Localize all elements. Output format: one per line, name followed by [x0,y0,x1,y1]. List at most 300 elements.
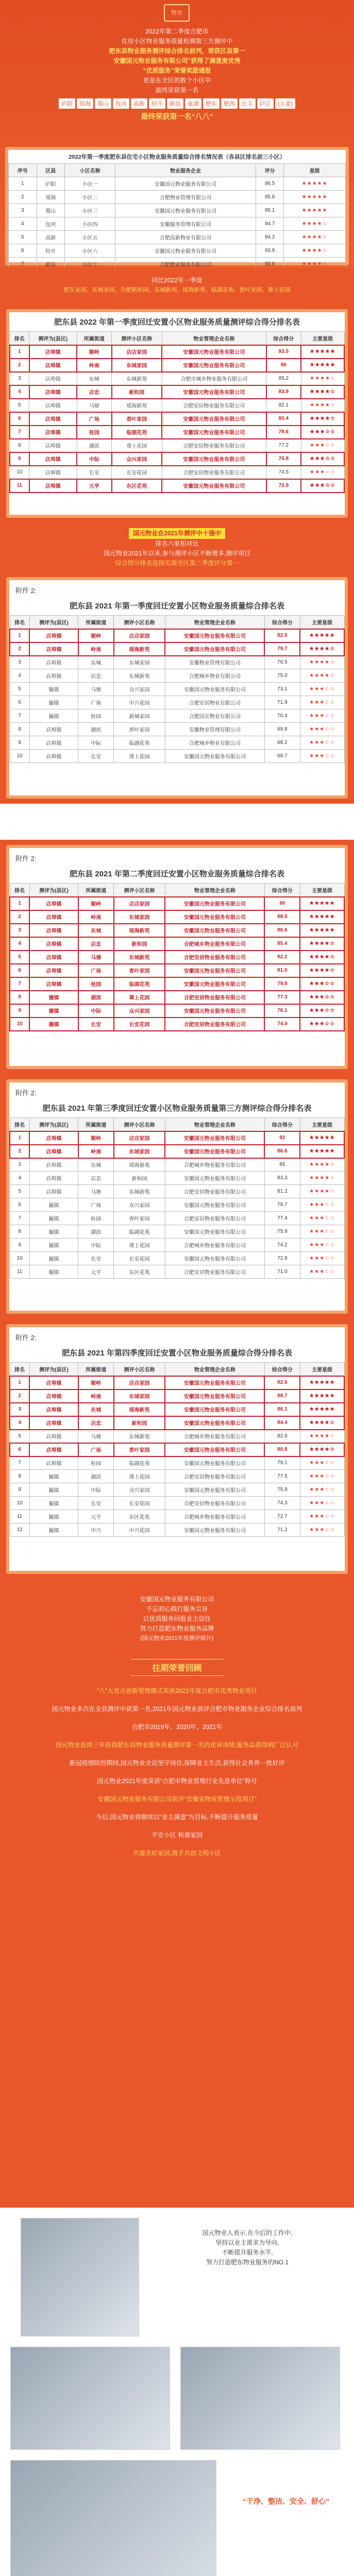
table-cell: 安徽国元物业服务有限公司 [165,1172,264,1185]
column-header: 综合得分 [264,1118,300,1131]
table-cell: 安徽国元物业服务有限公司 [165,977,264,991]
table-cell: 撮镇 [29,1198,78,1212]
summary-table-card [5,147,349,268]
table-cell: 7 [10,1212,29,1225]
table-cell: 80.8 [264,1443,300,1456]
table-title: 肥东县 2022 年第一季度回迁安置小区物业服务质量测评综合得分排名表 [54,318,300,327]
table-cell: 东城 [77,372,112,385]
star-rating: ★★★☆☆ [300,1510,344,1523]
rank-table-2021-q1 [9,615,345,763]
table-cell: 5 [9,231,37,244]
table-cell: 小区一 [65,177,115,191]
table-cell: 74.9 [264,1018,300,1031]
star-rating: ★★★☆☆ [301,452,344,466]
district-tag: 庐江 [257,98,274,109]
table-cell: 合肥安居物业有限公司 [165,696,264,709]
table-cell: 尊上花园 [114,1470,165,1483]
table-cell: 74.2 [264,1239,300,1252]
table-row [9,177,346,191]
table-cell: 72.8 [264,1252,300,1265]
table-cell: 安徽国元物业服务有限公司 [165,629,264,642]
star-rating: ★★★★☆ [301,412,344,426]
table-cell: 安徽国元物业服务有限公司 [115,244,256,258]
table-row [10,736,344,750]
table-cell: 94.2 [256,231,284,244]
company-logo: 物业 [164,4,190,22]
rank-table-2021-q3 [9,1117,345,1279]
table-cell: 3 [9,204,37,217]
table-cell: 店埠镇 [29,385,77,399]
table-cell: 瑶海新苑 [114,1403,165,1416]
table-cell: 安徽国元物业服务有限公司 [165,964,264,977]
table-cell: 92 [264,1131,300,1145]
table-cell: 合肥安居物业服务有限公司 [165,951,264,964]
table-cell: 8 [10,1225,29,1239]
table-row [10,1252,344,1265]
column-header: 综合得分 [264,616,300,629]
table-cell: 75.9 [264,1225,300,1239]
table-cell: 东城新苑 [112,372,162,385]
table-cell: 东城家园 [114,1389,165,1403]
table-cell: 安徽国元物业服务有限公司 [162,479,266,493]
table-cell: 11 [10,479,29,493]
closing-paragraph: “八”大亮点创新管理模式荣获2022年度合肥市优秀物业项目 [97,1687,257,1694]
closing-paragraph: 安徽国元物业服务有限公司获评“安徽省物业管理示范项目” [97,1795,257,1803]
star-rating: ★★★☆☆ [300,1265,344,1279]
table-cell: 马塘 [78,683,114,696]
table-cell: 4 [10,669,29,683]
table-cell: 93.5 [266,345,301,359]
column-header: 物业管理企业名称 [165,1363,264,1376]
table-cell: 湖滨 [77,439,112,452]
table-cell: 合肥城乡物业服务有限公司 [165,1158,264,1172]
table-row [9,258,346,268]
table-cell: 安徽物业管理有限公司 [165,656,264,669]
star-rating: ★★★☆☆ [300,1523,344,1537]
table-cell: 经开 [37,244,65,258]
summary-table [8,163,346,268]
closing-paragraph: 国元物业多次在全县测评中获第一名,2021年国元物业获评合肥市物业服务企业综合排名前列 [52,1705,302,1713]
header-line: 肥东县物业服务测评综合排名前列，荣获区县第一 [109,47,245,55]
table-cell: 4 [10,937,29,951]
table-cell: 东城新苑 [114,951,165,964]
table-cell: 新和园 [114,1416,165,1430]
table-row [10,723,344,736]
table-cell: 安徽国元物业服务有限公司 [165,1403,264,1416]
table-cell: 东城家园 [112,359,162,372]
table-cell: 中际 [78,1004,114,1018]
table-cell: 安徽国元物业服务有限公司 [165,642,264,656]
table-cell: 95.8 [256,191,284,204]
table-row [10,1145,344,1158]
column-header: 综合得分 [266,332,301,345]
table-cell: 中际 [77,452,112,466]
table-row [10,750,344,763]
star-rating: ★★★★★ [301,345,344,359]
table-cell: 82.6 [264,1430,300,1443]
table-cell: 中际 [78,736,114,750]
table-cell: 店埠镇 [29,750,78,763]
table-row [10,991,344,1004]
star-rating: ★★★★☆ [300,642,344,656]
column-header: 小区名称 [65,164,115,177]
table-cell: 店埠镇 [29,977,78,991]
table-cell: 马塘 [78,951,114,964]
table-cell: 2 [9,191,37,204]
table-cell: 撮镇 [29,1004,78,1018]
table-cell: 庐阳 [37,177,65,191]
table-cell: 6 [10,696,29,709]
table-cell: 安徽物业管理有限公司 [165,723,264,736]
table-cell: 6 [10,964,29,977]
column-header: 排名 [10,1363,29,1376]
table-cell: 店埠镇 [29,426,77,439]
table-cell: 广场 [78,696,114,709]
table-cell: 顺岭 [78,629,114,642]
table-cell: 东城家园 [114,1145,165,1158]
table-cell: 顺岭 [77,345,112,359]
district-tag: 经开 [149,98,165,109]
table-cell: 广场 [78,1443,114,1456]
table-cell: 店埠镇 [29,1403,78,1416]
table-cell: 83.3 [264,1172,300,1185]
table-row [10,452,344,466]
table-row [10,385,344,399]
table-cell: 安徽国元物业服务有限公司 [165,1004,264,1018]
table-cell: 86.6 [264,1145,300,1158]
table-cell: 众兴家园 [114,1198,165,1212]
star-rating: ★★★☆☆ [300,1198,344,1212]
table-row [10,696,344,709]
star-rating: ★★★★★ [284,191,346,204]
column-header: 排名 [10,616,29,629]
table-row [10,1004,344,1018]
star-rating: ★★★★☆ [300,937,344,951]
table-cell: 顺岭 [78,1376,114,1389]
table-row [10,964,344,977]
footer-line: 坚持以业主需求为导向, [215,2239,279,2246]
table-cell: 77.2 [266,439,301,452]
table-cell: 顺岭 [78,1131,114,1145]
table-row [9,244,346,258]
star-rating: ★★★☆☆ [300,1225,344,1239]
note-line: 国元物业2021年以来,参与测评小区不断增多,测评项目 [103,550,251,557]
table-cell: 10 [10,1497,29,1510]
table-cell: 撮镇 [29,991,78,1004]
table-cell: 店店家园 [112,345,162,359]
star-rating: ★★★★☆ [284,244,346,258]
table-cell: 撮镇 [29,709,78,723]
table-cell: 5 [10,399,29,412]
header-line: 2022年第二季度合肥市 [145,28,209,35]
table-cell: 店埠镇 [29,466,77,479]
table-cell: 店忠 [78,1416,114,1430]
table-cell: 2 [10,910,29,924]
table-cell: 香叶家园 [114,964,165,977]
star-rating: ★★★★☆ [300,964,344,977]
column-header: 主要星级 [301,332,344,345]
table-cell: 合肥安居物业服务有限公司 [165,1212,264,1225]
table-row [10,372,344,385]
table-cell: 75.9 [264,1483,300,1497]
table-cell: 长安花园 [114,1252,165,1265]
star-rating: ★★★★★ [300,1403,344,1416]
table-cell: 合肥安居物业服务有限公司 [162,439,266,452]
table-cell: 元亨 [78,1265,114,1279]
table-cell: 合肥物业管理有限公司 [115,191,256,204]
mid-note-line: 肥东家园、东城家园、合肥新和园、东城新苑、瑶海新苑、临湖花苑、香叶家园、尊上花园 [63,287,291,293]
table-cell: 小区六 [65,244,115,258]
star-rating: ★★★★★ [301,359,344,372]
table-cell: 东区花苑 [112,479,162,493]
table-cell: 77.3 [264,991,300,1004]
table-cell: 安徽国元物业服务有限公司 [165,750,264,763]
table-cell: 7 [10,709,29,723]
footer-line: 国元物业人表示,在今后的工作中, [202,2229,293,2236]
table-cell: 8 [10,723,29,736]
table-cell: 85.2 [266,372,301,385]
table-cell: 湖滨 [78,991,114,1004]
table-cell: 顺岭 [78,897,114,910]
column-header: 主要星级 [300,616,344,629]
table-cell: 岭南 [77,359,112,372]
table-cell: 4 [10,1172,29,1185]
table-cell: 安徽国元物业服务有限公司 [162,412,266,426]
table-cell: 7 [10,426,29,439]
table-cell: 7 [9,258,37,268]
table-cell: 安徽国元物业服务有限公司 [165,1456,264,1470]
table-cell: 撮镇 [29,1497,78,1510]
table-cell: 8 [10,991,29,1004]
community-photo [10,2460,216,2576]
column-header: 区县 [37,164,65,177]
table-title: 肥东县 2021 年第二季度回迁安置小区物业服务质量综合排名表 [70,870,284,878]
table-cell: 店埠镇 [29,924,78,937]
table-cell: 店埠镇 [29,642,78,656]
district-tag: 包河 [113,98,129,109]
table-cell: 店忠 [78,1172,114,1185]
community-photo [180,2347,340,2450]
table-row [10,642,344,656]
table-cell: 中兴花园 [114,1523,165,1537]
table-cell: 众兴家园 [114,683,165,696]
table-cell: 广场 [78,964,114,977]
table-row [10,1185,344,1198]
column-header: 物业管理企业名称 [165,884,264,897]
closing-line: 以优质服务回报业主信任 [143,1615,211,1622]
table-cell: 5 [10,683,29,696]
table-cell: 店埠镇 [29,359,77,372]
table-cell: 9 [10,1483,29,1497]
table-cell: 店埠镇 [29,399,77,412]
column-header: 序号 [9,164,37,177]
table-cell: 合肥安居物业服务有限公司 [165,1018,264,1031]
table-cell: 6 [10,1198,29,1212]
star-rating: ★★★★★ [300,1376,344,1389]
table-row [10,683,344,696]
table-row [10,937,344,951]
table-cell: 95.1 [256,204,284,217]
table-cell: 82.5 [264,629,300,642]
star-rating: ★★★★★ [300,629,344,642]
table-cell: 瑶海新苑 [112,399,162,412]
star-rating: ★★★★☆ [300,1416,344,1430]
star-rating: ★★★★★ [300,910,344,924]
star-rating: ★★★★☆ [300,656,344,669]
table-cell: 众兴家园 [112,452,162,466]
column-header: 测评小区名称 [114,1118,165,1131]
table-cell: 82.2 [264,951,300,964]
table-cell: 店埠镇 [29,736,78,750]
table-cell: 3 [10,1158,29,1172]
table-cell: 88.7 [264,1389,300,1403]
closing-line: 努力打造肥东物业服务品牌 [140,1625,214,1632]
rank-table-2021-q2 [9,883,345,1031]
column-header: 评分 [256,164,284,177]
table-cell: 5 [10,1185,29,1198]
table-cell: 店埠镇 [29,1145,78,1158]
star-rating: ★★★☆☆ [300,683,344,696]
district-tag: 高新 [131,98,147,109]
table-cell: 79.8 [264,977,300,991]
table-cell: 10 [10,1252,29,1265]
star-rating: ★★★☆☆ [300,1004,344,1018]
column-header: 物业管理企业名称 [165,1118,264,1131]
table-cell: 94.7 [256,217,284,231]
table-cell: 撮镇 [29,1510,78,1523]
table-cell: 9 [10,452,29,466]
table-row [10,1198,344,1212]
footer-section [0,2208,354,2576]
table-cell: 合肥城乡物业服务有限公司 [165,1510,264,1523]
table-cell: 安徽国元物业服务有限公司 [165,1523,264,1537]
closing-line: 安徽国元物业服务有限公司 [140,1596,214,1603]
table-cell: 东区花苑 [114,1265,165,1279]
summary-table-title: 2022年第一季度肥东县住宅小区物业服务质量综合排名情况表（各县区排名前三小区） [69,154,285,160]
table-cell: 安徽国元物业服务有限公司 [115,204,256,217]
table-title: 肥东县 2021 年第三季度回迁安置小区物业服务质量第三方测评综合得分排名表 [42,1104,312,1113]
table-row [10,399,344,412]
table-cell: 撮镇 [29,696,78,709]
table-cell: 86 [266,359,301,372]
table-cell: 76.1 [264,1004,300,1018]
table-cell: 临湖花苑 [114,977,165,991]
table-cell: 店埠镇 [29,723,78,736]
table-cell: 7 [10,977,29,991]
table-cell: 小区七 [65,258,115,268]
table-row [10,1265,344,1279]
table-cell: 店埠镇 [29,1389,78,1403]
table-row [10,910,344,924]
table-cell: 撮镇 [29,1212,78,1225]
table-cell: 中兴花园 [114,696,165,709]
table-cell: 安徽国元物业服务有限公司 [162,359,266,372]
star-rating: ★★★★☆ [300,1443,344,1456]
column-header: 综合得分 [264,1363,300,1376]
table-cell: 安徽国元物业服务有限公司 [162,345,266,359]
table-title: 肥东县 2021 年第一季度回迁安置小区物业服务质量综合排名表 [70,602,284,611]
table-cell: 店埠镇 [29,897,78,910]
table-cell: 撮镇 [29,1470,78,1483]
star-rating: ★★★★☆ [301,385,344,399]
star-rating: ★★★☆☆ [300,696,344,709]
table-card-2022-q1 [6,309,348,518]
table-cell: 东城新苑 [114,1430,165,1443]
column-header: 测评为(县区) [29,884,78,897]
table-cell: 店埠镇 [29,937,78,951]
footer-text [155,2228,340,2267]
table-cell: 店埠镇 [29,1456,78,1470]
table-cell: 撮镇 [29,683,78,696]
table-cell: 66.7 [264,750,300,763]
table-cell: 96.5 [256,177,284,191]
table-cell: 75.8 [266,452,301,466]
attachment-label: 附件 2: [15,1089,37,1097]
table-row [10,1403,344,1416]
table-row [10,1131,344,1145]
column-header: 所属街道 [77,332,112,345]
table-cell: 93.9 [256,244,284,258]
table-cell: 合肥高新物业有限公司 [115,231,256,244]
table-cell: 马塘 [77,399,112,412]
table-cell: 长安 [78,750,114,763]
star-rating: ★★★★☆ [284,231,346,244]
table-cell: 东城 [78,1158,114,1172]
table-row [10,1018,344,1031]
table-cell: 尊上花园 [114,991,165,1004]
table-cell: 店店家园 [114,629,165,642]
table-cell: 马塘 [78,1185,114,1198]
table-cell: 合肥城乡物业有限公司 [165,736,264,750]
table-cell: 临湖花苑 [114,1225,165,1239]
district-tag: (大委) [275,98,295,109]
table-row [10,439,344,452]
table-cell: 东城新苑 [114,669,165,683]
table-cell: 店埠镇 [29,629,78,642]
star-rating: ★★★★☆ [301,399,344,412]
table-row [10,669,344,683]
table-row [10,656,344,669]
table-cell: 尊上花园 [114,750,165,763]
star-rating: ★★★★☆ [301,372,344,385]
table-cell: 1 [10,1376,29,1389]
district-tag: 巢湖 [185,98,201,109]
table-cell: 2 [10,642,29,656]
column-header: 测评小区名称 [114,884,165,897]
table-cell: 东城 [78,1403,114,1416]
table-cell: 香叶家园 [114,723,165,736]
star-rating: ★★★★★ [284,204,346,217]
table-cell: 店店家园 [114,1376,165,1389]
table-cell: 新和园 [114,937,165,951]
table-cell: 撮镇 [29,1239,78,1252]
table-cell: 8 [10,439,29,452]
attachment-label: 附件 2: [15,855,37,862]
column-header: 综合得分 [264,884,300,897]
star-rating: ★★★★☆ [300,1172,344,1185]
footer-line: 努力打造肥东物业服务的NO.1 [206,2259,289,2266]
column-header: 星级 [284,164,346,177]
table-cell: 73.1 [264,683,300,696]
table-cell: 店埠镇 [29,345,77,359]
column-header: 主要星级 [300,884,344,897]
table-cell: 合肥城乡物业服务有限公司 [165,1239,264,1252]
divider-band [0,804,354,840]
table-cell: 店埠镇 [29,1430,78,1443]
table-cell: 小区四 [65,217,115,231]
header-line: “优质服务”荣誉奖励通报 [143,67,211,74]
table-cell: 高新 [37,231,65,244]
